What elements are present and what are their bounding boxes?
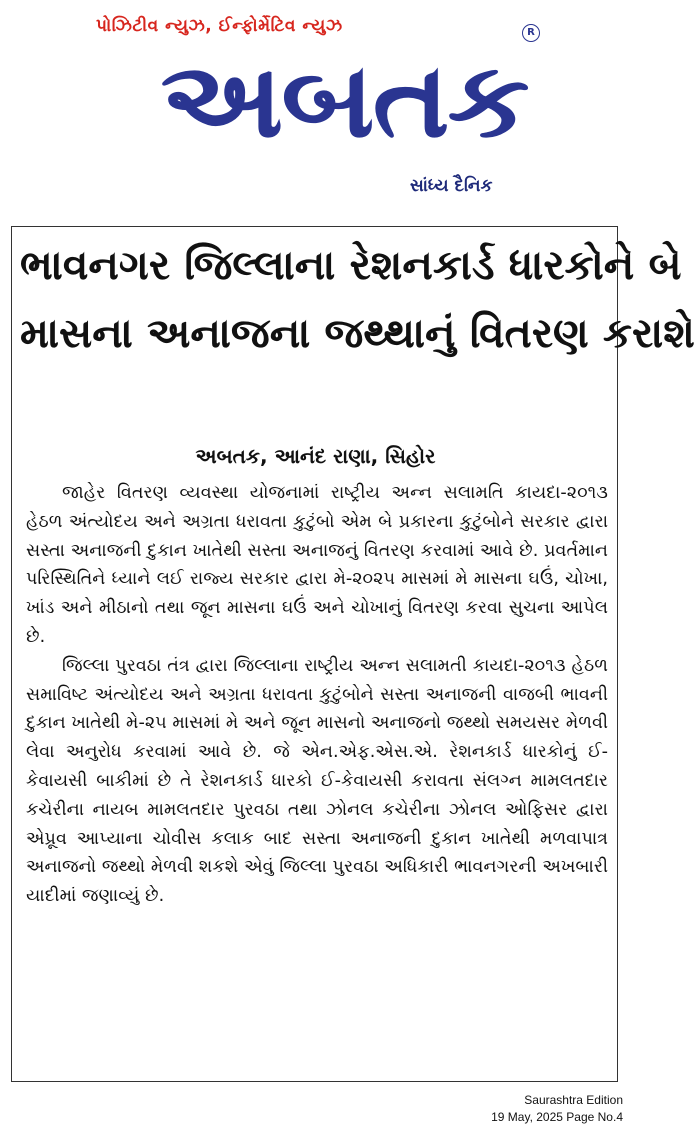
edition-info [491,1092,623,1126]
paragraph-1: જાહેર વિતરણ વ્યવસ્થા યોજનામાં રાષ્ટ્રીય અન્ન સલામતિ કાયદા-૨૦૧૩ હેઠળ અંત્યોદય અને અગ્રતા ધરાવતા કુટુંબો એમ બે પ્રકારના કુટુંબોને સરકાર દ્વારા સસ્તા અનાજની દુકાન ખાતેથી સસ્તા અનાજનું વિતરણ કરવામાં આવે છે. પ્રવર્તમાન પરિસ્થિતિને ધ્યાને લઈ રાજ્ય સરકાર દ્વારા મે-૨૦૨૫ માસમાં મે માસના ઘઉં, ચોખા, ખાંડ અને મીઠાનો તથા જૂન માસના ઘઉં અને ચોખાનું વિતરણ કરવા સુચના આપેલ છે. [26,483,608,647]
article-box [11,226,695,1082]
registered-mark-icon: R [522,24,540,42]
paragraph-2: જિલ્લા પુરવઠા તંત્ર દ્વારા જિલ્લાના રાષ્ટ્રીય અન્ન સલામતી કાયદા-૨૦૧૩ હેઠળ સમાવિષ્ટ અંત્યોદય અને અગ્રતા ધરાવતા કુટુંબોને સસ્તા અનાજની વાજબી ભાવની દુકાન ખાતેથી મે-૨૫ માસમાં મે અને જૂન માસનો અનાજનો જથ્થો સમયસર મેળવી લેવા અનુરોધ કરવામાં આવે છે. જે એન.એફ.એસ.એ. રેશનકાર્ડ ધારકોનું ઈ-કેવાયસી બાકીમાં છે તે રેશનકાર્ડ ધારકો ઈ-કેવાયસી કરાવતા સંલગ્ન મામલતદાર કચેરીના નાયબ મામલતદાર પુરવઠા તથા ઝોનલ કચેરીના ઝોનલ ઓફિસર દ્વારા એપ્રૂવ આપ્યાના ચોવીસ કલાક બાદ સસ્તા અનાજની દુકાન ખાતેથી મળવાપાત્ર અનાજનો જથ્થો મેળવી શકશે એવું જિલ્લા પુરવઠા અધિકારી ભાવનગરની અખબારી યાદીમાં જણાવ્યું છે. [26,655,608,907]
masthead-tagline: પોઝિટીવ ન્યુઝ, ઈન્ફોર્મેટિવ ન્યુઝ [96,16,343,36]
newspaper-logo [92,39,542,170]
article-headline [12,231,695,367]
edition-name: Saurashtra Edition [524,1093,623,1107]
headline-line-1: ભાવનગર જિલ્લાના રેશનકાર્ડ ધારકોને બે [20,241,682,289]
article-byline: અબતક, આનંદ રાણા, સિહોર [195,444,436,468]
edition-type-label: સાંધ્ય દૈનિક [410,176,493,196]
edition-date-page: 19 May, 2025 Page No.4 [491,1110,623,1124]
headline-line-2: માસના અનાજના જથ્થાનું વિતરણ કરાશે [20,309,695,357]
logo-text: અબતક [160,39,528,161]
article-body [26,479,608,911]
masthead [0,0,633,210]
